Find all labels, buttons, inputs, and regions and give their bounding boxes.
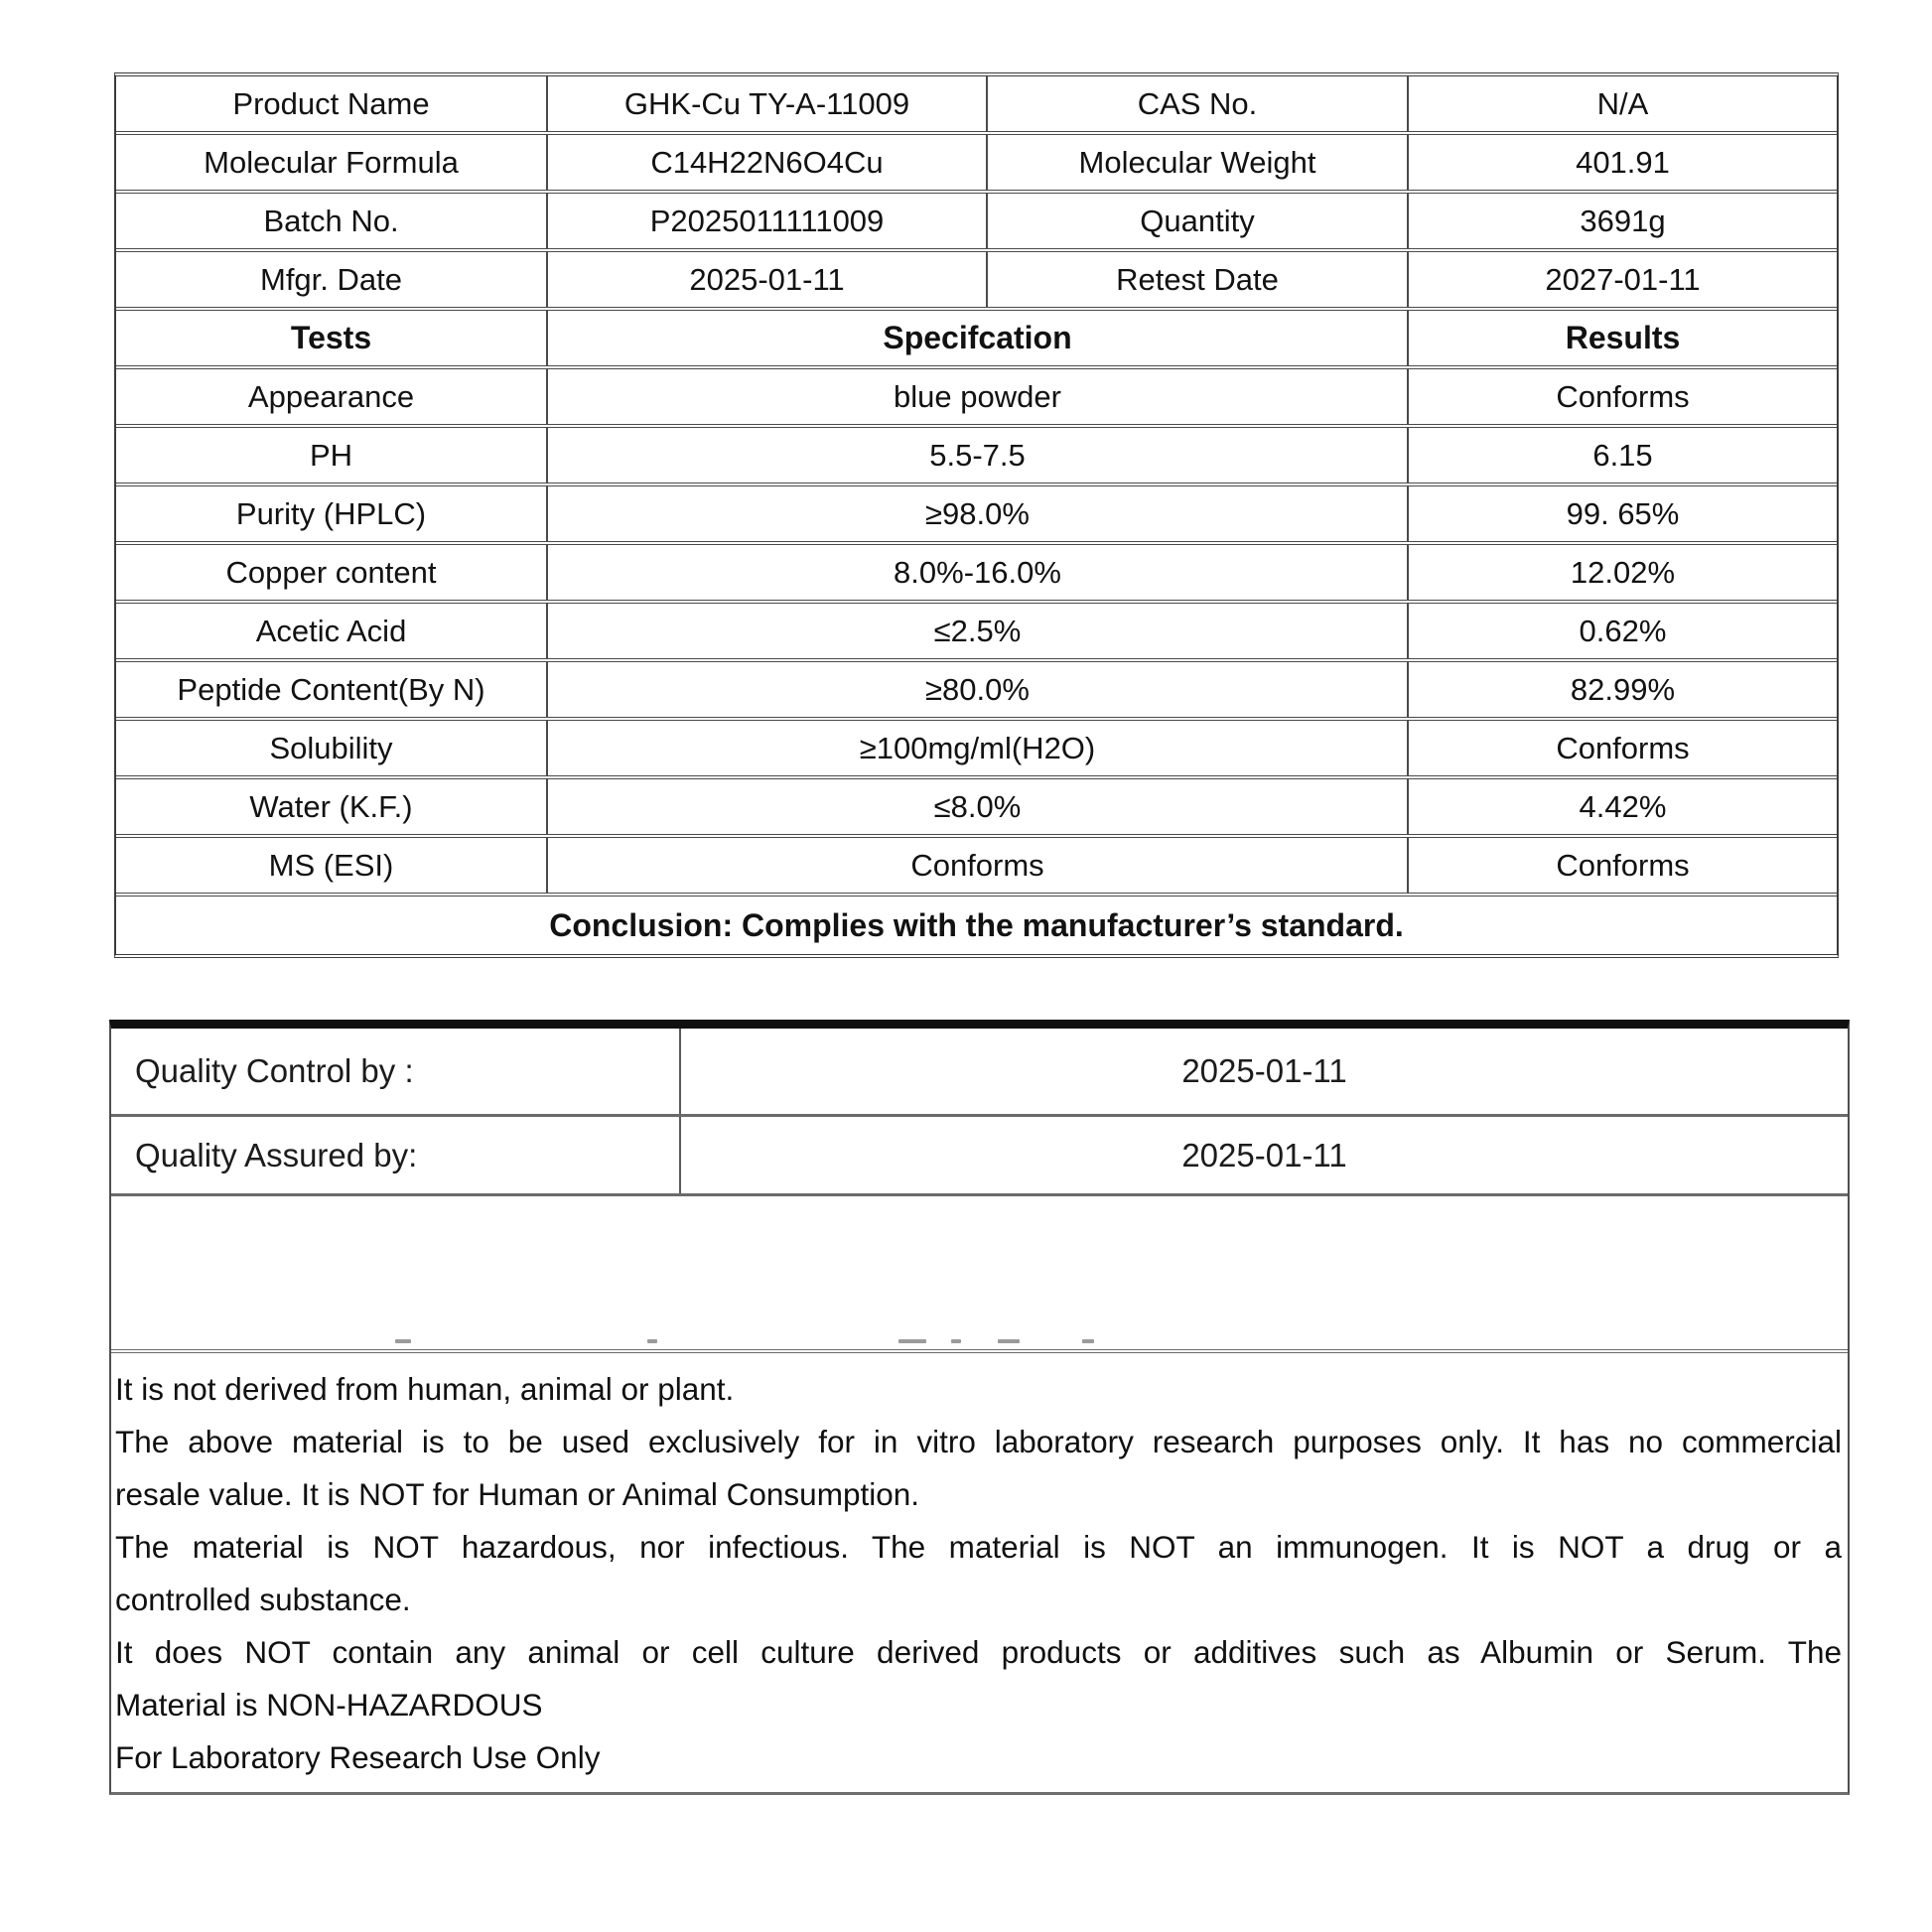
info-label-cell: Retest Date: [986, 252, 1407, 307]
results-header-cell: Results: [1407, 311, 1837, 365]
disclaimer-line: resale value. It is NOT for Human or Animal Consumption.: [115, 1476, 920, 1512]
coa-table: [114, 72, 1839, 958]
disclaimer-line: controlled substance.: [115, 1582, 411, 1617]
spec-cell: blue powder: [546, 369, 1407, 424]
redacted-text-fragment: [395, 1339, 411, 1343]
test-name-cell: Peptide Content(By N): [177, 671, 485, 707]
spec-cell: ≥80.0%: [546, 662, 1407, 717]
info-label-cell: Quantity: [986, 194, 1407, 248]
redacted-text-fragment: [647, 1339, 657, 1343]
test-row: [116, 486, 1837, 545]
quality-rows: [111, 1029, 1848, 1196]
spec-cell: ≥100mg/ml(H2O): [546, 721, 1407, 775]
result-cell: Conforms: [1407, 721, 1837, 775]
spec-cell: 8.0%-16.0%: [546, 545, 1407, 600]
spec-cell: ≤2.5%: [546, 604, 1407, 658]
quality-row: [111, 1117, 1848, 1196]
info-value-cell: C14H22N6O4Cu: [546, 135, 986, 190]
info-value-cell: 401.91: [1407, 135, 1837, 190]
spec-cell: 5.5-7.5: [546, 428, 1407, 483]
quality-label-cell: Quality Assured by:: [111, 1117, 681, 1193]
test-name-cell: Purity (HPLC): [235, 495, 427, 531]
test-row: [116, 428, 1837, 486]
result-cell: Conforms: [1407, 838, 1837, 893]
info-value-cell: 3691g: [1407, 194, 1837, 248]
result-cell: 0.62%: [1407, 604, 1837, 658]
result-cell: 6.15: [1407, 428, 1837, 483]
tests-header-cell: Tests: [290, 320, 372, 355]
info-label-cell: Product Name: [232, 85, 430, 121]
info-value-cell: 2025-01-11: [546, 252, 986, 307]
specification-header-cell: Specifcation: [546, 311, 1407, 365]
info-value-cell: P2025011111009: [546, 194, 986, 248]
redacted-text-fragment: [898, 1339, 926, 1343]
info-value-cell: N/A: [1407, 76, 1837, 131]
redacted-text-fragment: [1082, 1339, 1094, 1343]
info-row: [116, 252, 1837, 311]
test-name-cell: MS (ESI): [268, 847, 394, 883]
test-row: [116, 662, 1837, 721]
info-label-cell: CAS No.: [986, 76, 1407, 131]
info-value-cell: GHK-Cu TY-A-11009: [546, 76, 986, 131]
result-cell: 82.99%: [1407, 662, 1837, 717]
redacted-text-fragment: [998, 1339, 1020, 1343]
info-row: [116, 76, 1837, 135]
result-cell: 99. 65%: [1407, 486, 1837, 541]
result-cell: Conforms: [1407, 369, 1837, 424]
info-row: [116, 194, 1837, 252]
test-name-cell: PH: [309, 437, 353, 473]
test-name-cell: Water (K.F.): [249, 788, 413, 824]
empty-signature-row: [111, 1196, 1848, 1353]
info-label-cell: Molecular Weight: [986, 135, 1407, 190]
info-label-cell: Mfgr. Date: [260, 261, 402, 297]
result-cell: 12.02%: [1407, 545, 1837, 600]
test-row: [116, 721, 1837, 779]
spec-cell: ≥98.0%: [546, 486, 1407, 541]
spec-cell: Conforms: [546, 838, 1407, 893]
conclusion-text: Conclusion: Complies with the manufacturer’s standard.: [549, 906, 1404, 943]
test-name-cell: Acetic Acid: [255, 613, 407, 648]
spec-cell: ≤8.0%: [546, 779, 1407, 834]
disclaimer-line: For Laboratory Research Use Only: [115, 1739, 601, 1775]
test-name-cell: Copper content: [225, 554, 437, 590]
quality-date-cell: 2025-01-11: [1181, 1052, 1347, 1089]
disclaimer-line: The above material is to be used exclusively for in vitro laboratory research purposes only. It has no commercial: [115, 1424, 1842, 1459]
disclaimer-line: It does NOT contain any animal or cell culture derived products or additives such as Albumin or Serum. The: [115, 1634, 1842, 1670]
disclaimer-line: The material is NOT hazardous, nor infectious. The material is NOT an immunogen. It is NOT a drug or a: [115, 1529, 1842, 1565]
test-row: [116, 604, 1837, 662]
test-row: [116, 838, 1837, 897]
quality-label-cell: Quality Control by :: [111, 1029, 681, 1114]
test-name-cell: Appearance: [247, 378, 415, 414]
disclaimer-line: Material is NON-HAZARDOUS: [115, 1687, 543, 1723]
tests-header-row: [116, 311, 1837, 369]
test-name-cell: Solubility: [269, 730, 393, 765]
quality-row: [111, 1029, 1848, 1117]
test-row: [116, 369, 1837, 428]
info-label-cell: Molecular Formula: [204, 144, 459, 180]
disclaimer-line: It is not derived from human, animal or plant.: [115, 1371, 735, 1407]
info-row: [116, 135, 1837, 194]
test-row: [116, 545, 1837, 604]
coa-table-rows: [116, 76, 1837, 897]
quality-section: [109, 1020, 1850, 1795]
info-value-cell: 2027-01-11: [1407, 252, 1837, 307]
test-row: [116, 779, 1837, 838]
disclaimer: [111, 1353, 1848, 1784]
result-cell: 4.42%: [1407, 779, 1837, 834]
redacted-text-fragment: [951, 1339, 961, 1343]
conclusion-row: [116, 897, 1837, 954]
info-label-cell: Batch No.: [263, 203, 399, 238]
quality-date-cell: 2025-01-11: [1181, 1136, 1347, 1173]
